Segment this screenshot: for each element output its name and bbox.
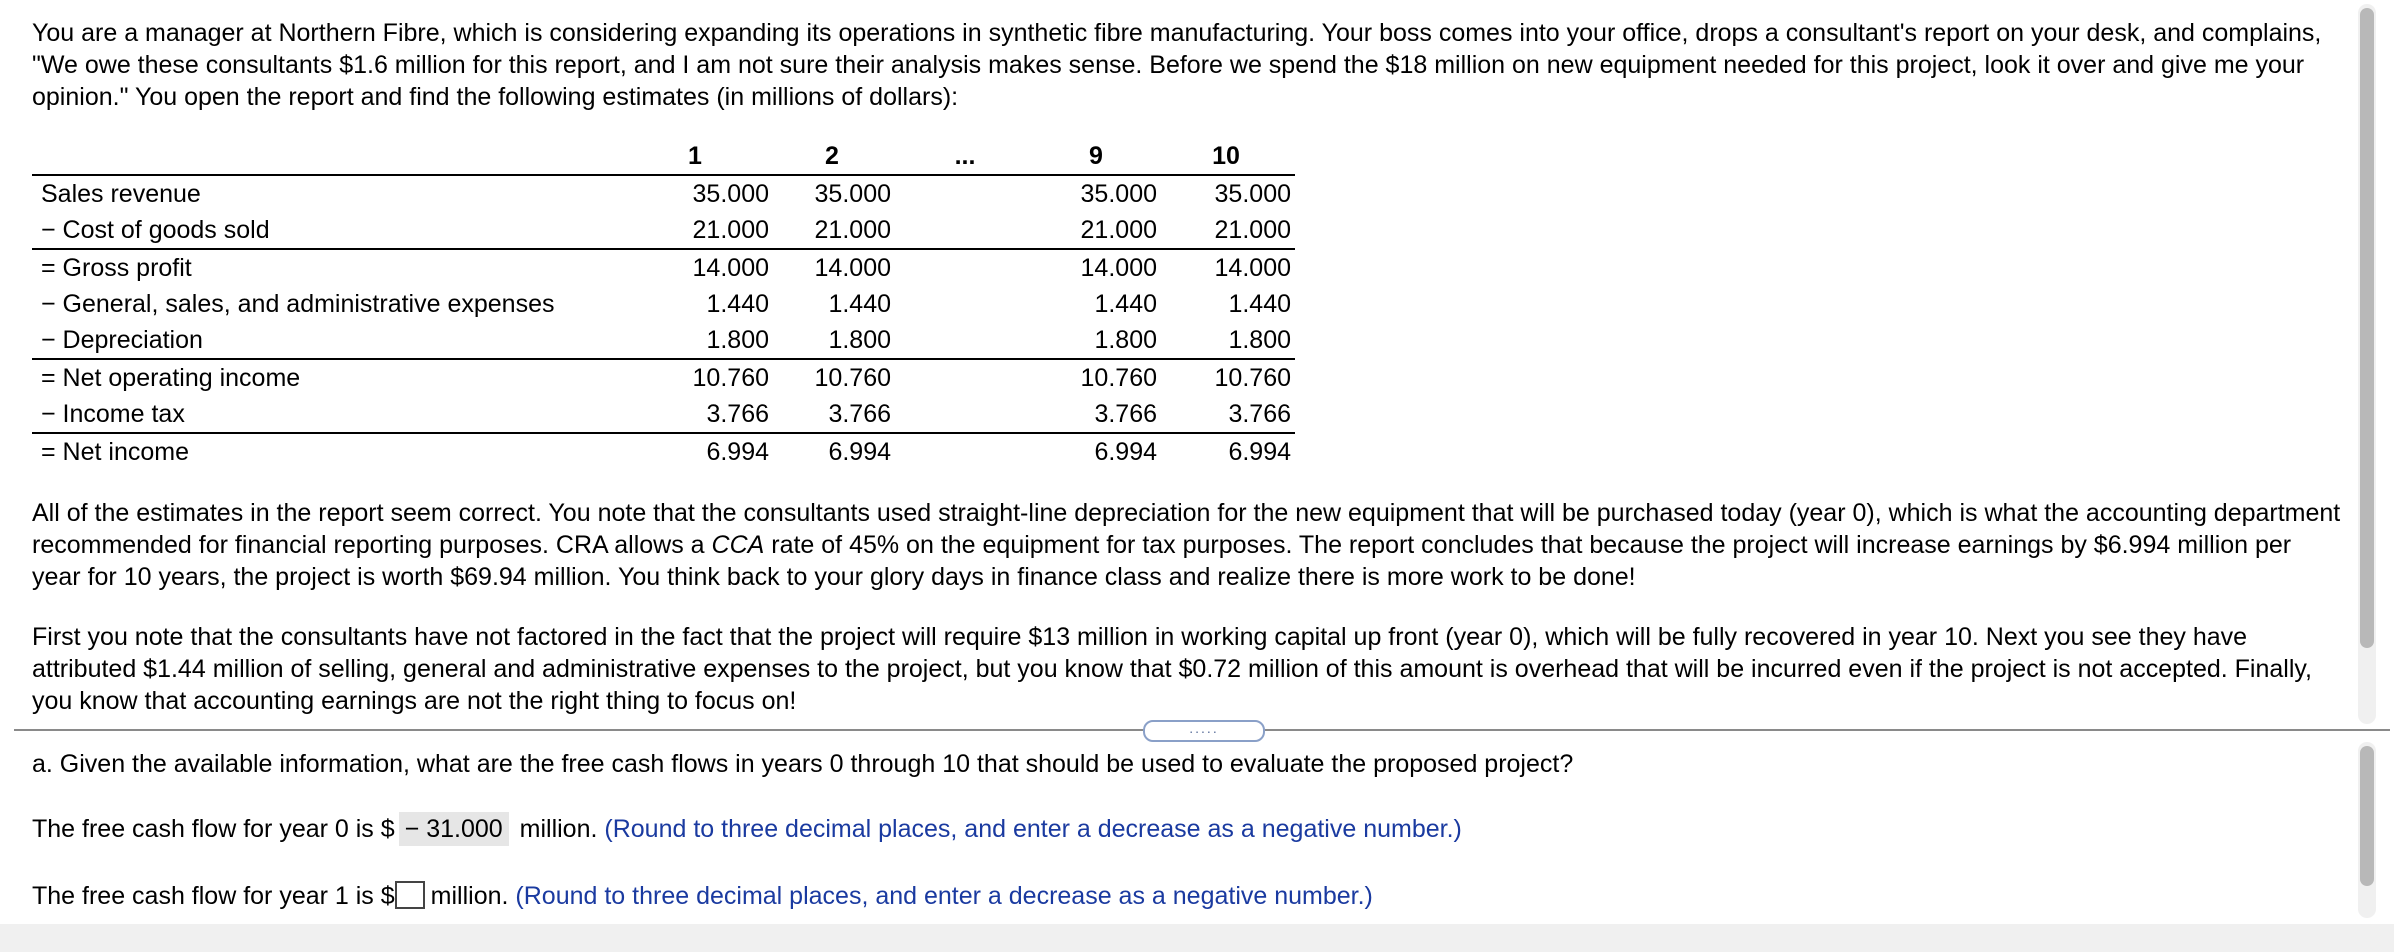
table-row [32,249,1295,286]
fcf-year-0-line [32,812,1462,846]
fcf-year-1-line [32,880,1373,912]
table-row [32,175,1295,212]
pane-resize-handle[interactable]: ..... [1143,720,1265,742]
cell-value: 1.440 [706,290,769,318]
cell-value: 1.800 [706,326,769,354]
cell-value: 1.800 [1228,326,1291,354]
row-label: − Income tax [41,400,185,428]
top-pane-scrollbar-thumb[interactable] [2360,8,2374,648]
header-year-1: 1 [688,142,702,170]
cell-value: 14.000 [1161,249,1295,286]
cell-value: 10.760 [1161,359,1295,396]
header-year-9: 9 [1089,142,1103,170]
header-year-10: 10 [1212,142,1240,170]
fcf-year-0-answer: − 31.000 [399,812,509,846]
cell-value: 1.440 [1228,290,1291,318]
income-estimates-table [32,138,1295,470]
row-label: Sales revenue [32,175,621,212]
table-row [32,286,1295,322]
footer-bar [0,924,2394,952]
cell-value: 6.994 [621,433,773,470]
fcf-year-0-prefix: The free cash flow for year 0 is $ [32,815,395,843]
row-label: = Gross profit [32,249,621,286]
cell-value: 35.000 [1161,175,1295,212]
fcf-year-1-suffix: million. [430,882,509,910]
estimates-paragraph [32,497,2342,593]
cell-value: 6.994 [1161,433,1295,470]
question-a-text: a. Given the available information, what are the free cash flows in years 0 through 10 that should be used to evaluate the proposed project? [32,750,1574,778]
cell-value: 14.000 [1035,249,1161,286]
table-row [32,433,1295,470]
cell-value: 21.000 [1080,216,1157,244]
cell-value: 1.440 [1094,290,1157,318]
question-pane [0,740,2356,920]
fcf-year-0-hint: (Round to three decimal places, and enter a decrease as a negative number.) [604,815,1462,843]
fcf-year-1-input[interactable] [395,881,425,909]
cell-value: 21.000 [692,216,769,244]
cell-value: 3.766 [1094,400,1157,428]
table-row [32,322,1295,359]
table-row [32,212,1295,249]
fcf-year-0-suffix: million. [519,815,598,843]
cell-value: 35.000 [621,175,773,212]
row-label: = Net income [32,433,621,470]
row-label: − Cost of goods sold [41,216,270,244]
cell-value: 21.000 [1214,216,1291,244]
cell-value: 3.766 [1228,400,1291,428]
cell-value: 21.000 [814,216,891,244]
cell-value: 14.000 [773,249,895,286]
working-capital-paragraph: First you note that the consultants have not factored in the fact that the project will require $13 million in working capital up front (year 0), which will be fully recovered in year 10. Next you see they have attributed $1.44 million of selling, general and administrative expenses to the project, but you know that $0.72 million of this amount is overhead that will be incurred even if the project is not accepted. Finally, you know that accounting earnings are not the right thing to focus on! [32,623,2312,715]
header-ellipsis: ... [954,142,976,170]
cell-value: 1.800 [1094,326,1157,354]
header-year-2: 2 [825,142,839,170]
cell-value: 10.760 [621,359,773,396]
row-label: − General, sales, and administrative expenses [41,290,555,318]
cell-value: 6.994 [1035,433,1161,470]
cell-value: 14.000 [621,249,773,286]
cell-value: 35.000 [1035,175,1161,212]
bottom-pane-scrollbar[interactable] [2358,742,2376,918]
table-row [32,359,1295,396]
cell-value: 10.760 [1035,359,1161,396]
cca-term: CCA [711,531,765,559]
fcf-year-1-prefix: The free cash flow for year 1 is $ [32,882,395,910]
cell-value: 3.766 [706,400,769,428]
table-header-row [32,138,1295,175]
row-label: = Net operating income [32,359,621,396]
cell-value: 3.766 [828,400,891,428]
intro-paragraph: You are a manager at Northern Fibre, which is considering expanding its operations in synthetic fibre manufacturing. Your boss comes into your office, drops a consultant's report on your desk, and complains, "We owe these consultants $1.6 million for this report, and I am not sure their analysis makes sense. Before we spend the $18 million on new equipment needed for this project, look it over and give me your opinion." You open the report and find the following estimates (in millions of dollars): [32,19,2322,111]
cell-value: 10.760 [773,359,895,396]
top-pane-scrollbar[interactable] [2358,4,2376,724]
estimates-text-start: All of the estimates in the report seem correct. You note that the consultants used straight-line depreciation for the new equipment that will be purchased today (year 0), which is what the accounting department recommended for financial reporting purposes. CRA allows a [32,499,2341,559]
cell-value: 6.994 [773,433,895,470]
table-row [32,396,1295,433]
bottom-pane-scrollbar-thumb[interactable] [2360,746,2374,886]
estimates-text-end: rate of 45% on the equipment for tax purposes. The report concludes that because the project will increase earnings by $6.994 million per year for 10 years, the project is worth $69.94 million. You think back to your glory days in finance class and realize there is more work to be done! [32,531,2292,591]
fcf-year-1-hint: (Round to three decimal places, and enter a decrease as a negative number.) [515,882,1373,910]
cell-value: 1.440 [828,290,891,318]
cell-value: 1.800 [828,326,891,354]
row-label: − Depreciation [41,326,203,354]
cell-value: 35.000 [773,175,895,212]
